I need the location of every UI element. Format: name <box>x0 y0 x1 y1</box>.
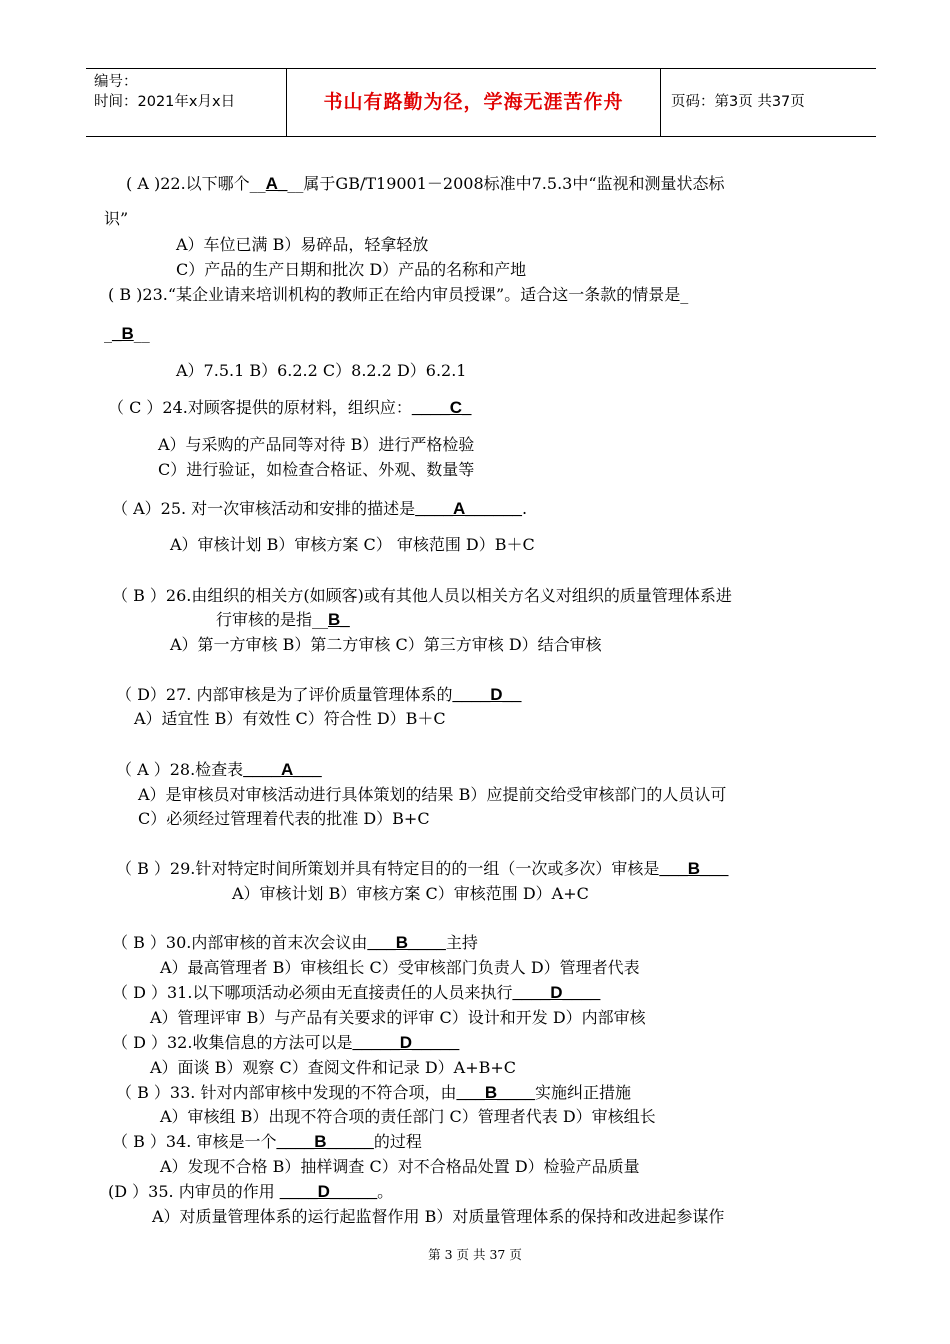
text: 行审核的是指__ <box>216 610 329 629</box>
text: 识” <box>104 209 129 228</box>
text: ( B )23.“某企业请来培训机构的教师正在给内审员授课”。适合这一条款的情景是_ <box>108 285 689 304</box>
text: ( A )22.以下哪个__ <box>126 174 266 193</box>
text: A）审核组 B）出现不符合项的责任部门 C）管理者代表 D）审核组长 <box>160 1107 656 1126</box>
text: A）面谈 B）观察 C）查阅文件和记录 D）A+B+C <box>150 1058 517 1077</box>
text: _ <box>104 324 112 343</box>
motto: 书山有路勤为径，学海无涯苦作舟 <box>323 91 624 113</box>
q31-options <box>150 1007 646 1029</box>
text: A）适宜性 B）有效性 C）符合性 D）B＋C <box>134 709 446 728</box>
q22-options-cd <box>176 259 526 281</box>
page-info: 页码：第3页 共37页 <box>671 94 805 110</box>
q25-options <box>170 534 535 556</box>
text: A）7.5.1 B）6.2.2 C）8.2.2 D）6.2.1 <box>176 361 467 380</box>
answer-blank: ____A___ <box>243 760 322 779</box>
header-motto-cell <box>287 69 661 136</box>
q30-options <box>160 957 640 979</box>
text: A）管理评审 B）与产品有关要求的评审 C）设计和开发 D）内部审核 <box>150 1008 646 1027</box>
q26-stem-cont <box>216 609 350 631</box>
text: （ D）27. 内部审核是为了评价质量管理体系的 <box>116 685 453 704</box>
text: __ <box>133 324 150 343</box>
q23-options <box>176 360 467 382</box>
q28-options-ab <box>138 784 726 806</box>
text: （ B ）29.针对特定时间所策划并具有特定目的的一组（一次或多次）审核是 <box>116 859 660 878</box>
page-header <box>86 68 876 137</box>
text: C）进行验证，如检查合格证、外观、数量等 <box>158 460 475 479</box>
text: A）是审核员对审核活动进行具体策划的结果 B）应提前交给受审核部门的人员认可 <box>138 785 727 804</box>
text: 。 <box>377 1182 394 1201</box>
text: 的过程 <box>373 1132 422 1151</box>
text: A）审核计划 B）审核方案 C） 审核范围 D）B＋C <box>170 535 535 554</box>
q33-options <box>160 1106 656 1128</box>
text: A）最高管理者 B）审核组长 C）受审核部门负责人 D）管理者代表 <box>160 958 640 977</box>
q24-option-c <box>158 459 474 481</box>
answer-blank: ____D____ <box>512 983 601 1002</box>
text: （ D ）32.收集信息的方法可以是 <box>112 1033 353 1052</box>
q24-options-ab <box>158 434 474 456</box>
header-info-cell <box>86 69 287 136</box>
q32-stem <box>112 1032 459 1054</box>
text: __属于GB/T19001－2008标准中7.5.3中“监视和测量状态标 <box>287 174 725 193</box>
text: A）与采购的产品同等对待 B）进行严格检验 <box>158 435 475 454</box>
text: （ B ）30.内部审核的首末次会议由 <box>112 933 368 952</box>
answer-blank: ____B_____ <box>276 1132 374 1151</box>
q22-stem <box>126 173 725 195</box>
q34-stem <box>112 1131 422 1153</box>
q31-stem <box>112 982 600 1004</box>
q30-stem <box>112 932 478 954</box>
q29-stem <box>116 858 728 880</box>
serial-label: 编号： <box>94 74 138 90</box>
text: 实施纠正措施 <box>534 1083 631 1102</box>
text: C）产品的生产日期和批次 D）产品的名称和产地 <box>176 260 527 279</box>
q28-options-cd <box>138 808 430 830</box>
q29-options <box>232 883 589 905</box>
page-footer: 第 3 页 共 37 页 <box>428 1247 522 1262</box>
answer-blank: ____A______ <box>415 499 523 518</box>
q23-stem <box>108 284 688 306</box>
q27-stem <box>116 684 521 706</box>
text: C）必须经过管理着代表的批准 D）B+C <box>138 809 430 828</box>
q25-stem <box>112 498 527 520</box>
text: （ A）25. 对一次审核活动和安排的描述是 <box>112 499 416 518</box>
q22-options-ab <box>176 234 428 256</box>
answer-blank: ____D_____ <box>279 1182 378 1201</box>
q27-options <box>134 708 446 730</box>
answer-blank: B_ <box>328 610 350 629</box>
q35-options <box>152 1206 724 1228</box>
q33-stem <box>116 1082 631 1104</box>
answer-blank: ___B____ <box>367 933 446 952</box>
text: （ D ）31.以下哪项活动必须由无直接责任的人员来执行 <box>112 983 513 1002</box>
q23-answer-line <box>104 323 150 345</box>
text: （ A ）28.检查表 <box>116 760 244 779</box>
answer-blank: _B <box>112 324 134 343</box>
q34-options <box>160 1156 640 1178</box>
q26-stem <box>112 585 732 607</box>
text: （ B ）33. 针对内部审核中发现的不符合项，由 <box>116 1083 457 1102</box>
text: 主持 <box>445 933 478 952</box>
header-page-cell <box>661 69 876 136</box>
q22-stem-cont <box>104 208 128 230</box>
answer-blank: ___B____ <box>456 1083 535 1102</box>
q24-stem <box>108 397 471 419</box>
text: A）车位已满 B）易碎品，轻拿轻放 <box>176 235 429 254</box>
text: （ B ）34. 审核是一个 <box>112 1132 277 1151</box>
text: （ C ）24.对顾客提供的原材料，组织应： <box>108 398 412 417</box>
text: A）发现不合格 B）抽样调查 C）对不合格品处置 D）检验产品质量 <box>160 1157 640 1176</box>
answer-blank: ____C_ <box>411 398 472 417</box>
time-label: 时间：2021年x月x日 <box>94 94 236 110</box>
text: (D ）35. 内审员的作用 <box>108 1182 280 1201</box>
answer-blank: ____D__ <box>452 685 522 704</box>
text: （ B ）26.由组织的相关方(如顾客)或有其他人员以相关方名义对组织的质量管理体系进 <box>112 586 732 605</box>
q32-options <box>150 1057 516 1079</box>
text: A）第一方审核 B）第二方审核 C）第三方审核 D）结合审核 <box>170 635 602 654</box>
answer-blank: A_ <box>265 174 288 193</box>
q35-stem <box>108 1181 393 1203</box>
text: . <box>522 499 528 518</box>
q28-stem <box>116 759 322 781</box>
answer-blank: _____D_____ <box>352 1033 460 1052</box>
text: A）审核计划 B）审核方案 C）审核范围 D）A+C <box>232 884 589 903</box>
text: A）对质量管理体系的运行起监督作用 B）对质量管理体系的保持和改进起参谋作 <box>152 1207 725 1226</box>
q26-options <box>170 634 602 656</box>
answer-blank: ___B___ <box>659 859 729 878</box>
